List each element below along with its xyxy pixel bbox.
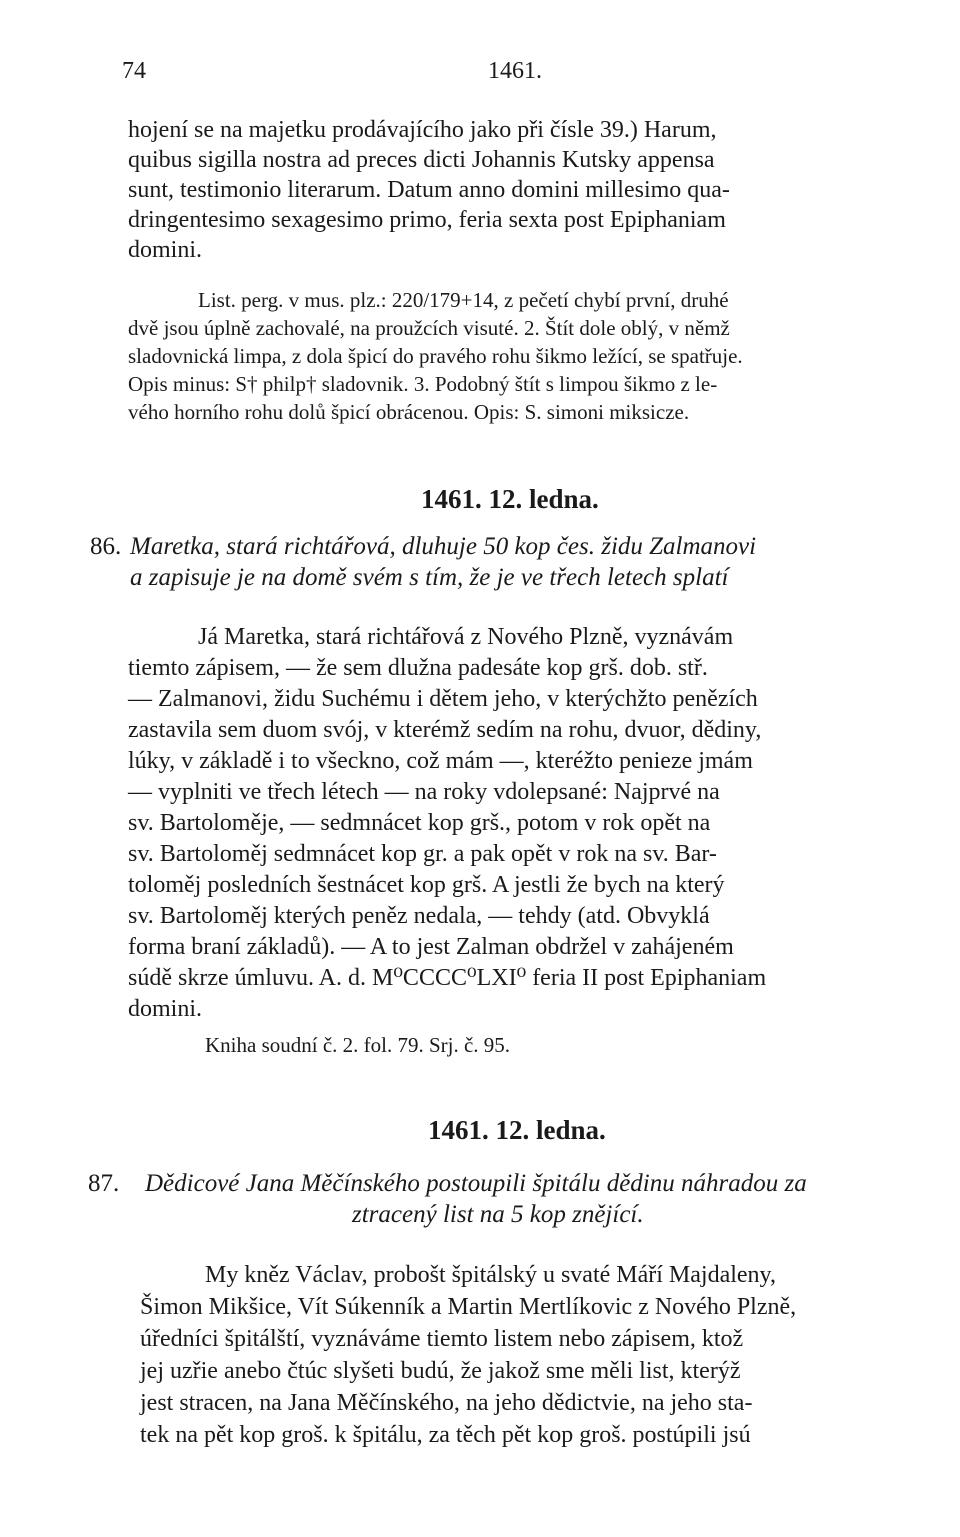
entry-title: a zapisuje je na domě svém s tím, že je ve třech letech splatí xyxy=(130,564,729,591)
entry-title: Maretka, stará richtářová, dluhuje 50 kop čes. židu Zalmanovi xyxy=(130,533,757,560)
entry-title: Dědicové Jana Měčínského postoupili špitálu dědinu náhradou za xyxy=(145,1170,807,1197)
note-line: Opis minus: S† philp† sladovnik. 3. Podobný štít s limpou šikmo z le- xyxy=(128,372,718,396)
entry-title: ztracený list na 5 kop znějící. xyxy=(352,1201,644,1228)
text-line: lúky, v základě i to všeckno, což mám —, kteréžto penieze jmám xyxy=(128,748,753,774)
text-line: sv. Bartoloměj sedmnácet kop gr. a pak opět v rok na sv. Bar- xyxy=(128,841,717,867)
text-line: My kněz Václav, probošt špitálský u svaté Máří Majdaleny, xyxy=(205,1262,776,1288)
text-line: — vyplniti ve třech létech — na roky vdolepsané: Najprvé na xyxy=(128,779,720,805)
entry-date: 1461. 12. ledna. xyxy=(421,484,599,514)
note-line: vého horního rohu dolů špicí obrácenou. Opis: S. simoni miksicze. xyxy=(128,400,690,424)
text-line: zastavila sem duom svój, v kterémž sedím na rohu, dvuor, dědiny, xyxy=(128,717,762,743)
entry-number: 87. xyxy=(88,1170,120,1197)
text-line: tiemto zápisem, — že sem dlužna padesáte kop grš. dob. stř. xyxy=(128,655,708,681)
text-line: jest stracen, na Jana Měčínského, na jeho dědictvie, na jeho sta- xyxy=(140,1390,753,1416)
note-line: dvě jsou úplně zachovalé, na proužcích visuté. 2. Štít dole oblý, v němž xyxy=(128,316,730,340)
page-number: 74 xyxy=(122,58,146,84)
text-line: forma braní základů). — A to jest Zalman obdržel v zahájeném xyxy=(128,934,734,960)
text-line: — Zalmanovi, židu Suchému i dětem jeho, v kterýchžto penězích xyxy=(128,686,758,712)
text-line: sunt, testimonio literarum. Datum anno domini millesimo qua- xyxy=(128,177,730,203)
text-line: Šimon Mikšice, Vít Súkenník a Martin Mertlíkovic z Nového Plzně, xyxy=(140,1294,797,1320)
source-citation: Kniha soudní č. 2. fol. 79. Srj. č. 95. xyxy=(205,1033,511,1057)
text-line: Já Maretka, stará richtářová z Nového Plzně, vyznávám xyxy=(198,624,734,650)
text-line: toloměj posledních šestnácet kop grš. A jestli že bych na který xyxy=(128,872,725,898)
text-line: quibus sigilla nostra ad preces dicti Johannis Kutsky appensa xyxy=(128,147,715,173)
text-line: sv. Bartoloměj kterých peněz nedala, — tehdy (atd. Obvyklá xyxy=(128,903,710,929)
entry-date: 1461. 12. ledna. xyxy=(428,1115,606,1145)
text-line: úředníci špitálští, vyznáváme tiemto listem nebo zápisem, ktož xyxy=(140,1326,744,1352)
text-line: domini. xyxy=(128,237,203,263)
text-line: súdě skrze úmluvu. A. d. M⁰CCCC⁰LXI⁰ feria II post Epiphaniam xyxy=(128,965,767,991)
note-line: List. perg. v mus. plz.: 220/179+14, z pečetí chybí první, druhé xyxy=(198,288,729,312)
text-line: hojení se na majetku prodávajícího jako při čísle 39.) Harum, xyxy=(128,117,717,143)
entry-number: 86. xyxy=(90,533,122,560)
text-line: jej uzřie anebo čtúc slyšeti budú, že jakož sme měli list, kterýž xyxy=(140,1358,741,1384)
note-line: sladovnická limpa, z dola špicí do pravého rohu šikmo ležící, se spatřuje. xyxy=(128,344,743,368)
text-line: domini. xyxy=(128,996,203,1022)
text-line: dringentesimo sexagesimo primo, feria sexta post Epiphaniam xyxy=(128,207,726,233)
text-line: tek na pět kop groš. k špitálu, za těch pět kop groš. postúpili jsú xyxy=(140,1422,751,1448)
running-year: 1461. xyxy=(488,58,542,84)
text-line: sv. Bartoloměje, — sedmnácet kop grš., potom v rok opět na xyxy=(128,810,711,836)
